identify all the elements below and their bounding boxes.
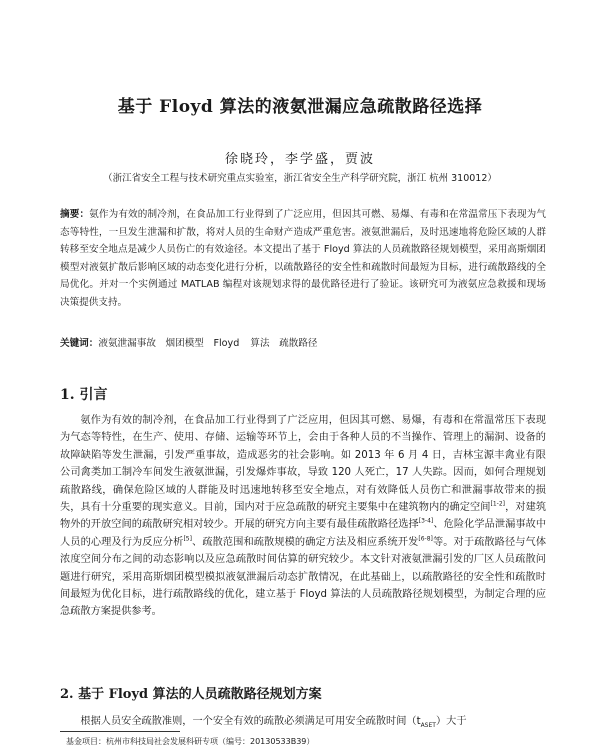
intro-text-part-1: 氨作为有效的制冷剂，在食品加工行业得到了广泛应用，但因其可燃、易爆，有毒和在常温常压下表现为气态等特性，在生产、使用、存储、运输等环节上，会由于各种人员的不当操作、管理上的漏洞、设备的故障缺陷等发生泄漏，引发严重事故，造成恶劣的社会影响。如 2013 年 6 月 4 日，吉林宝源丰禽业有限公司禽类加工制冷车间发生液氨泄漏，引发爆炸事故，导致 120 人死亡，17 人失踪。因而，如何合理规划疏散路线，确保危险区域的人群能及时迅速地转移至安全地点，对有效降低人员伤亡和泄漏事故带来的损失，具有十分重要的现实意义。目前，国内对于应急疏散的研究主要集中在建筑物内的确定空间 <box>60 415 546 514</box>
paper-affiliation: （浙江省安全工程与技术研究重点实验室，浙江省安全生产科学研究院，浙江 杭州 310012） <box>103 173 497 184</box>
citation: [1-2] <box>490 500 505 508</box>
citation: [3-4] <box>418 518 434 526</box>
footnote: 基金项目：杭州市科技局社会发展科研专项（编号：20130533B39） <box>66 737 315 746</box>
subscript: ASET <box>420 722 436 730</box>
citation: [5] <box>183 535 192 543</box>
section-1-heading: 1. 引言 <box>60 387 108 403</box>
section-2-body <box>60 713 546 730</box>
paper-title: 基于 Floyd 算法的液氨泄漏应急疏散路径选择 <box>117 97 483 117</box>
keywords-text: 液氨泄漏事故 烟团模型 Floyd 算法 疏散路径 <box>98 338 318 349</box>
intro-text-part-3: 、危险化学品泄漏事故中人员的心理及行为反应分析 <box>60 519 547 548</box>
section-2-text: 根据人员安全疏散准则，一个安全有效的疏散必须满足可用安全疏散时间（t <box>80 716 421 727</box>
abstract-text: 氨作为有效的制冷剂，在食品加工行业得到了广泛应用，但因其可燃、易爆、有毒和在常温常压下表现为气态等特性，一旦发生泄漏和扩散，将对人员的生命财产造成严重危害。液氨泄漏后，及时迅速地将危险区域的人群转移至安全地点是减少人员伤亡的有效途径。本文提出了基于 Floyd 算法的人员疏散路径规划模型，采用高斯烟团模型对液氨扩散后影响区域的动态变化进行分析，以疏散路径的安全性和疏散时间最短为目标，进行疏散路线的全局优化。并对一个实例通过 MATLAB 编程对该规划求得的最优路径进行了验证。该研究可为液氨应急救援和现场决策提供支持。 <box>60 209 547 308</box>
citation: [6-8] <box>418 535 433 543</box>
abstract-block <box>60 206 546 312</box>
intro-text-part-2: ，对建筑物外的开放空间的疏散研究相对较少。开展的研究方向主要有最佳疏散路径选择 <box>60 502 547 531</box>
section-2-text-end: ）大于 <box>435 716 467 727</box>
keywords-block <box>60 336 546 352</box>
intro-text-part-5: 等。对于疏散路径与气体浓度空间分布之间的动态影响以及应急疏散时间估算的研究较少。本文针对液氨泄漏引发的厂区人员疏散问题进行研究，采用高斯烟团模型模拟液氨泄漏后动态扩散情况，在此基础上，以疏散路径的安全性和疏散时间最短为优化目标，进行疏散路线的优化，建立基于 Floyd 算法的人员疏散路径规划模型，为制定合理的应急疏散方案提供参考。 <box>60 536 547 618</box>
paper-authors: 徐晓玲，李学盛，贾波 <box>224 152 375 167</box>
abstract-label: 摘要： <box>60 209 90 220</box>
section-2-heading: 2. 基于 Floyd 算法的人员疏散路径规划方案 <box>60 687 322 702</box>
intro-text-part-4: 、疏散范围和疏散规模的确定方法及相应系统开发 <box>191 536 419 548</box>
keywords-label: 关键词： <box>60 338 99 349</box>
footnote-divider <box>60 731 180 732</box>
section-1-body <box>60 412 546 621</box>
